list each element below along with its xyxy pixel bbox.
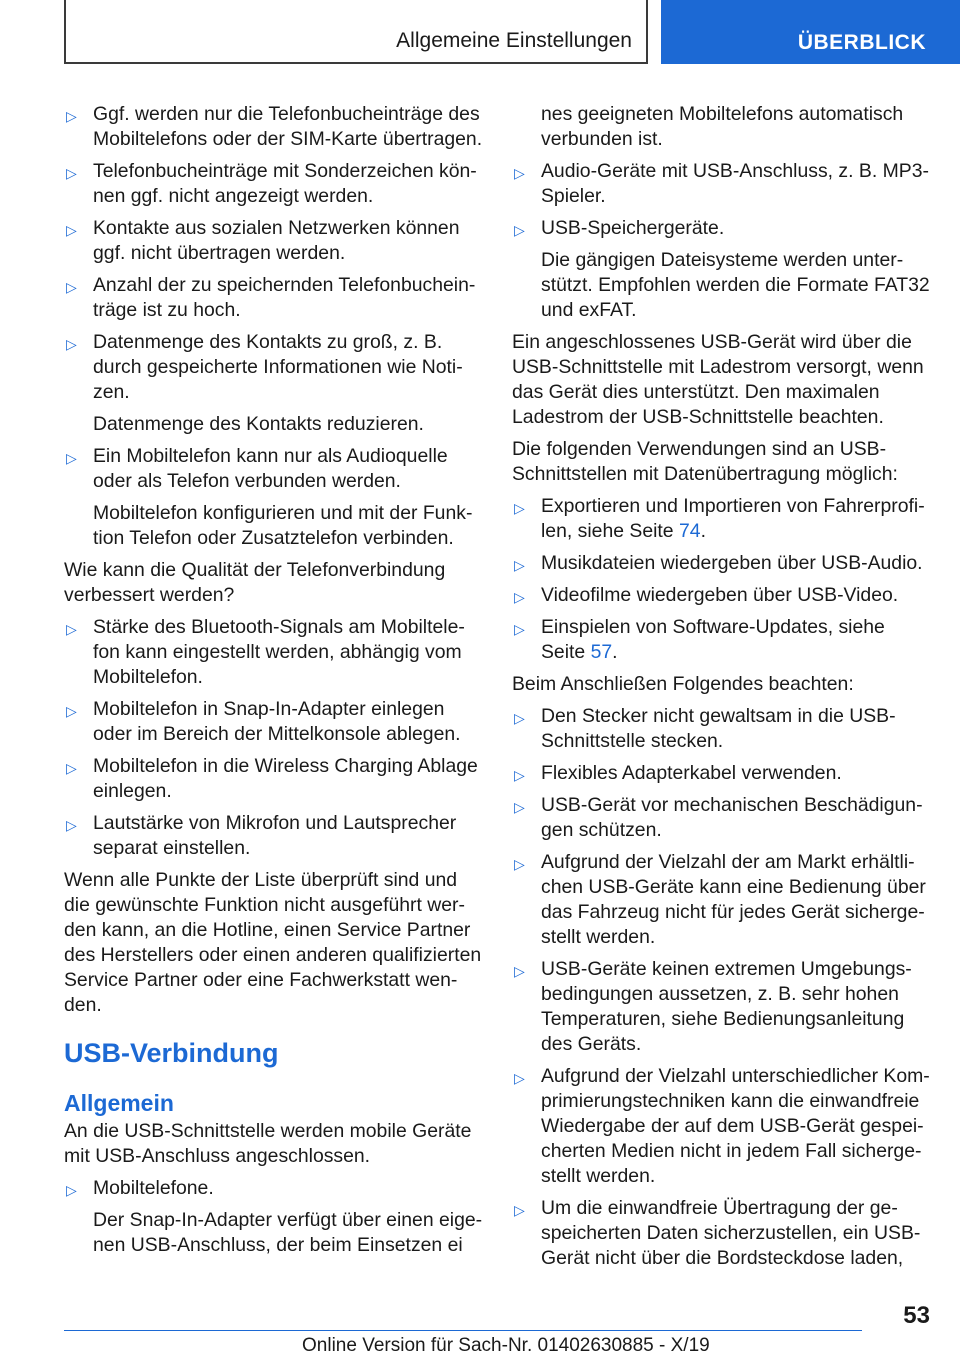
period: . [700,520,706,542]
triangle-bullet-icon: ▷ [66,760,77,776]
list-item-text: Datenmenge des Kontakts zu groß, z. B. durch gespeicherte Informationen wie Notizen. [93,331,463,403]
list-item-text: USB-Speichergeräte. [541,217,725,239]
list-item [512,761,930,786]
list-item-text: Exportieren und Importieren von Fahrerprofilen, siehe Seite [541,495,925,542]
section-heading: USB-Verbindung [64,1038,279,1068]
list-item-text: Telefonbucheinträge mit Sonderzeichen können ggf. nicht angezeigt werden. [93,160,477,207]
list-item [64,273,484,323]
list-item-note: Die gängigen Dateisysteme werden unterstützt. Empfohlen werden die Formate FAT32 und exFAT. [541,249,930,321]
list-item-note: Datenmenge des Kontakts reduzieren. [93,413,424,435]
paragraph: Die folgenden Verwendungen sind an USB-Schnittstellen mit Datenübertragung möglich: [512,438,898,485]
triangle-bullet-icon: ▷ [514,589,525,605]
left-column [64,102,484,1265]
triangle-bullet-icon: ▷ [66,621,77,637]
list-item [64,615,484,690]
section-title: Allgemeine Einstellungen [396,29,632,52]
list-item [512,704,930,754]
footer-text: Online Version für Sach-Nr. 01402630885 - X/19 [302,1335,710,1356]
paragraph: Wenn alle Punkte der Liste überprüft sind und die gewünschte Funktion nicht ausgeführt werden kann, an die Hotline, einen Service Partner des Herstellers oder einen anderen qualifizierten Service Partner oder eine Fachwerkstatt wenden. [64,869,482,1016]
triangle-bullet-icon: ▷ [514,767,525,783]
header-chapter-tab[interactable] [661,0,960,64]
list-item [64,216,484,266]
footer-divider [64,1330,862,1331]
list-item [512,494,930,544]
list-item-note-continued: nes geeigneten Mobiltelefons automatisch verbunden ist. [541,103,904,150]
list-item-text: Flexibles Adapterkabel verwenden. [541,762,842,784]
list-item-text: Mobiltelefon in Snap-In-Adapter einlegen oder im Bereich der Mittelkonsole ablegen. [93,698,461,745]
list-item [64,754,484,804]
page-link-57[interactable]: 57 [590,641,613,663]
list-item-text: Audio-Geräte mit USB-Anschluss, z. B. MP3-Spieler. [541,160,929,207]
triangle-bullet-icon: ▷ [66,279,77,295]
triangle-bullet-icon: ▷ [514,621,525,637]
triangle-bullet-icon: ▷ [514,963,525,979]
subsection-heading: Allgemein [64,1090,174,1116]
triangle-bullet-icon: ▷ [514,557,525,573]
list-item-text: Einspielen von Software-Updates, siehe Seite [541,616,885,663]
list-item-text: Mobiltelefone. [93,1177,214,1199]
triangle-bullet-icon: ▷ [514,1070,525,1086]
triangle-bullet-icon: ▷ [514,710,525,726]
chapter-title: ÜBERBLICK [797,31,926,54]
triangle-bullet-icon: ▷ [66,336,77,352]
list-item [512,1196,930,1271]
list-item-text: Musikdateien wiedergeben über USB-Audio. [541,552,923,574]
triangle-bullet-icon: ▷ [66,165,77,181]
triangle-bullet-icon: ▷ [514,856,525,872]
list-item-text: Mobiltelefon in die Wireless Charging Ablage einlegen. [93,755,478,802]
list-item-text: Ggf. werden nur die Telefonbucheinträge des Mobiltelefons oder der SIM-Karte übertragen. [93,103,483,150]
triangle-bullet-icon: ▷ [66,222,77,238]
list-item [512,793,930,843]
triangle-bullet-icon: ▷ [66,703,77,719]
list-item [512,159,930,209]
list-item [64,330,484,405]
list-item [512,850,930,950]
header-section-title [64,0,648,64]
right-column [512,102,930,1278]
list-item-text: USB-Gerät vor mechanischen Beschädigungen schützen. [541,794,923,841]
list-item-text: USB-Geräte keinen extremen Umgebungsbedingungen aussetzen, z. B. sehr hohen Temperaturen, siehe Bedienungsanleitung des Geräts. [541,958,912,1055]
list-item [512,615,930,665]
paragraph: Ein angeschlossenes USB-Gerät wird über die USB-Schnittstelle mit Ladestrom versorgt, wenn das Gerät dies unterstützt. Den maximalen Ladestrom der USB-Schnittstelle beachten. [512,331,924,428]
paragraph: Wie kann die Qualität der Telefonverbindung verbessert werden? [64,559,446,606]
paragraph: An die USB-Schnittstelle werden mobile Geräte mit USB-Anschluss angeschlossen. [64,1120,472,1167]
list-item [512,583,930,608]
triangle-bullet-icon: ▷ [66,1182,77,1198]
list-item [64,102,484,152]
list-item [64,1176,484,1201]
list-item-text: Kontakte aus sozialen Netzwerken können ggf. nicht übertragen werden. [93,217,460,264]
list-item [512,1064,930,1189]
list-item-text: Anzahl der zu speichernden Telefonbucheinträge ist zu hoch. [93,274,476,321]
list-item-text: Lautstärke von Mikrofon und Lautsprecher separat einstellen. [93,812,457,859]
list-item-text: Um die einwandfreie Übertragung der gespeicherten Daten sicherzustellen, ein USB-Gerät nicht über die Bordsteckdose laden, [541,1197,921,1269]
list-item [512,216,930,241]
triangle-bullet-icon: ▷ [514,165,525,181]
list-item-note: Mobiltelefon konfigurieren und mit der Funktion Telefon oder Zusatztelefon verbinden. [93,502,473,549]
list-item [512,551,930,576]
triangle-bullet-icon: ▷ [514,222,525,238]
paragraph: Beim Anschließen Folgendes beachten: [512,673,854,695]
list-item-text: Videofilme wiedergeben über USB-Video. [541,584,899,606]
list-item-text: Aufgrund der Vielzahl der am Markt erhältlichen USB-Geräte kann eine Bedienung über das Fahrzeug nicht für jedes Gerät sichergestellt werden. [541,851,926,948]
page-link-74[interactable]: 74 [678,520,701,542]
list-item-note: Der Snap-In-Adapter verfügt über einen eigenen USB-Anschluss, der beim Einsetzen ei [93,1209,483,1256]
triangle-bullet-icon: ▷ [514,1202,525,1218]
list-item-text: Aufgrund der Vielzahl unterschiedlicher Komprimierungstechniken kann die einwandfreie Wiedergabe der auf dem USB-Gerät gespeicherten Medien nicht in jedem Fall sichergestellt werden. [541,1065,930,1187]
list-item-text: Ein Mobiltelefon kann nur als Audioquelle oder als Telefon verbunden werden. [93,445,448,492]
list-item-text: Stärke des Bluetooth-Signals am Mobiltelefon kann eingestellt werden, abhängig vom Mobiltelefon. [93,616,465,688]
triangle-bullet-icon: ▷ [514,500,525,516]
list-item [64,811,484,861]
triangle-bullet-icon: ▷ [66,817,77,833]
triangle-bullet-icon: ▷ [66,108,77,124]
list-item [64,697,484,747]
triangle-bullet-icon: ▷ [514,799,525,815]
triangle-bullet-icon: ▷ [66,450,77,466]
period: . [612,641,618,663]
list-item [64,159,484,209]
list-item-text: Den Stecker nicht gewaltsam in die USB-Schnittstelle stecken. [541,705,896,752]
page-number: 53 [903,1302,930,1329]
list-item [64,444,484,494]
list-item [512,957,930,1057]
